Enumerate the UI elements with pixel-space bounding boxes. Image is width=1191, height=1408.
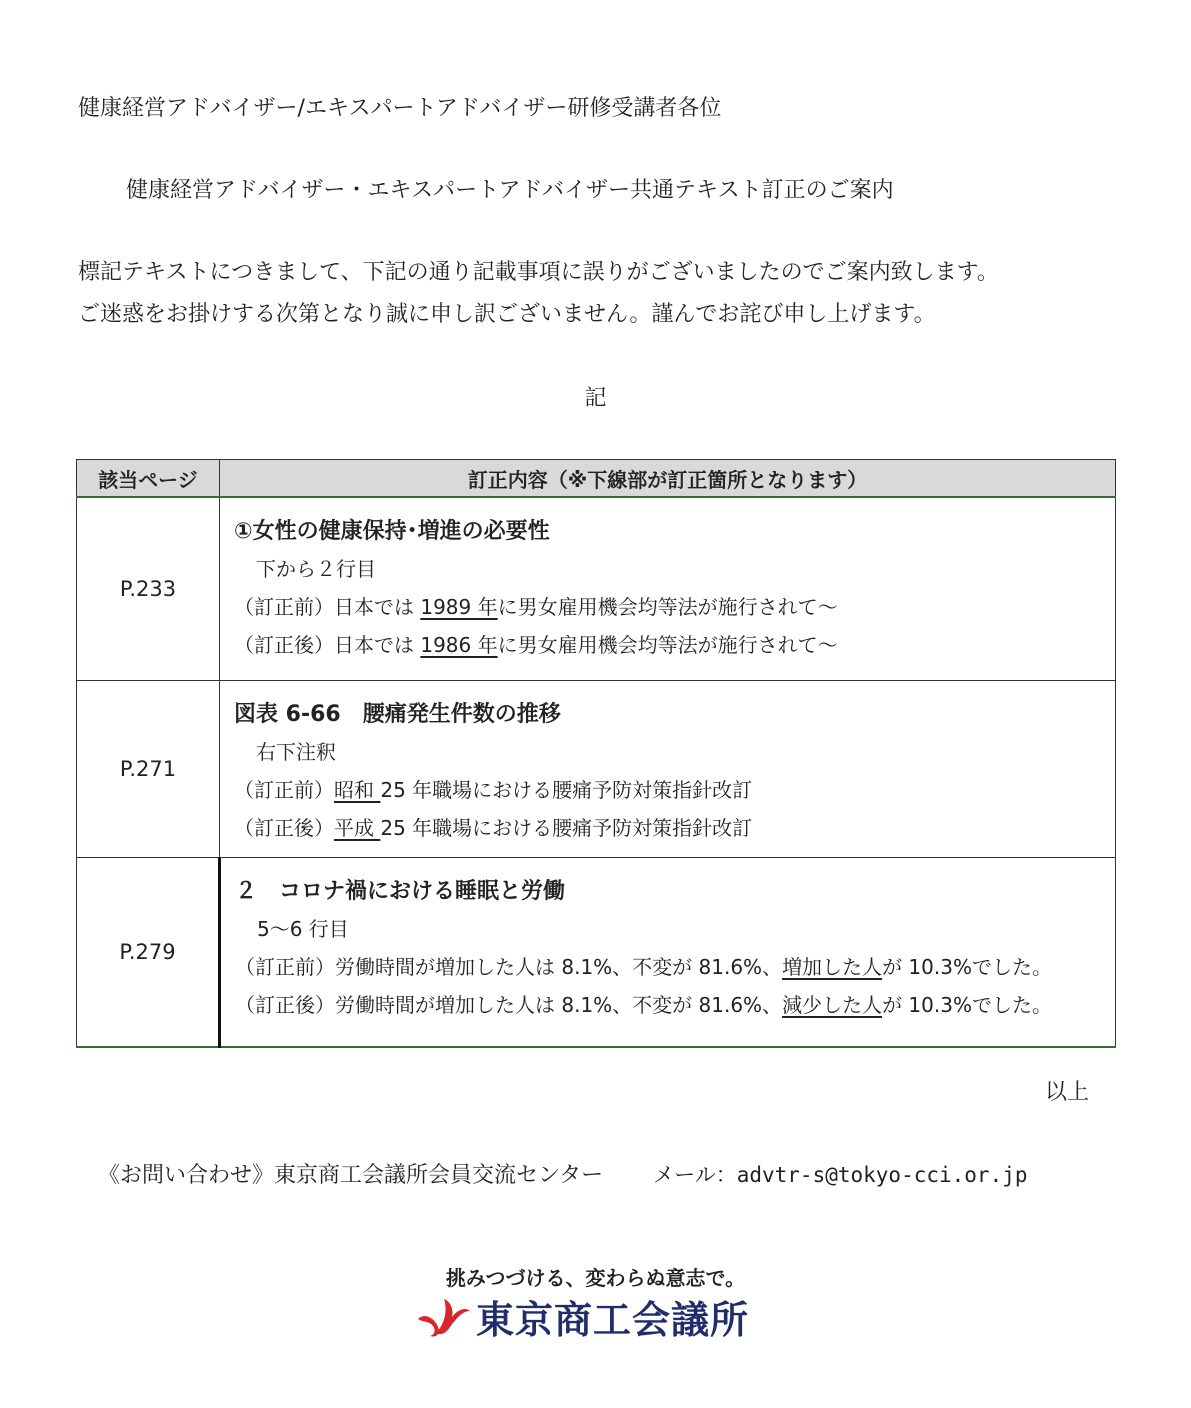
section-heading: ①女性の健康保持･増進の必要性 xyxy=(234,519,550,544)
contact-email: メール：advtr-s@tokyo-cci.or.jp xyxy=(653,1163,1028,1187)
contact-line xyxy=(98,1160,1028,1191)
location-note: 右下注釈 xyxy=(256,740,336,764)
location-note: 5～6 行目 xyxy=(257,917,349,941)
closing-ijou: 以上 xyxy=(1044,1080,1089,1105)
before-line xyxy=(234,592,1101,622)
before-underlined: 1989 年 xyxy=(420,595,498,619)
after-underlined: 減少した人 xyxy=(782,993,883,1017)
after-post: が 10.3%でした。 xyxy=(882,993,1052,1017)
page-cell: P.233 xyxy=(77,497,220,681)
content-cell xyxy=(220,858,1116,1048)
ki-marker: 記 xyxy=(584,386,607,411)
before-post: 25 年職場における腰痛予防対策指針改訂 xyxy=(380,778,753,802)
before-line xyxy=(235,952,1101,982)
tokyo-cci-logo xyxy=(414,1292,749,1340)
page-cell: P.279 xyxy=(77,858,220,1048)
before-pre: （訂正前）労働時間が増加した人は 8.1%、不変が 81.6%、 xyxy=(235,955,783,979)
table-row xyxy=(77,681,1116,858)
after-pre: （訂正後）労働時間が増加した人は 8.1%、不変が 81.6%、 xyxy=(235,993,783,1017)
intro-line-1: 標記テキストにつきまして、下記の通り記載事項に誤りがございましたのでご案内致します。 xyxy=(78,260,999,285)
table-row xyxy=(77,497,1116,681)
after-post: 25 年職場における腰痛予防対策指針改訂 xyxy=(380,816,753,840)
before-line xyxy=(234,775,1101,805)
page-cell: P.271 xyxy=(77,681,220,858)
after-pre: （訂正後）日本では xyxy=(234,633,421,657)
after-line xyxy=(235,990,1101,1020)
before-pre: （訂正前） xyxy=(234,778,334,802)
after-post: に男女雇用機会均等法が施行されて～ xyxy=(497,633,838,657)
location-note: 下から２行目 xyxy=(256,557,376,581)
before-post: が 10.3%でした。 xyxy=(882,955,1052,979)
section-heading: 図表 6-66 腰痛発生件数の推移 xyxy=(234,702,561,727)
after-line xyxy=(234,813,1101,843)
logo-slogan: 挑みつづける、変わらぬ意志で。 xyxy=(445,1266,746,1290)
after-underlined: 平成 xyxy=(334,816,381,840)
header-content: 訂正内容（※下線部が訂正箇所となります） xyxy=(220,460,1116,498)
before-pre: （訂正前）日本では xyxy=(234,595,421,619)
recipients-line: 健康経営アドバイザー/エキスパートアドバイザー研修受講者各位 xyxy=(78,96,722,121)
before-underlined: 昭和 xyxy=(334,778,381,802)
header-page: 該当ページ xyxy=(77,460,220,498)
after-underlined: 1986 年 xyxy=(420,633,498,657)
before-underlined: 増加した人 xyxy=(782,955,883,979)
after-pre: （訂正後） xyxy=(234,816,334,840)
logo-name: 東京商工会議所 xyxy=(476,1297,750,1342)
table-header-row xyxy=(77,460,1116,498)
content-cell xyxy=(220,497,1116,681)
table-row xyxy=(77,858,1116,1048)
content-cell xyxy=(220,681,1116,858)
before-post: に男女雇用機会均等法が施行されて～ xyxy=(497,595,838,619)
correction-table xyxy=(76,459,1116,1048)
intro-line-2: ご迷惑をお掛けする次第となり誠に申し訳ございません。謹んでお詫び申し上げます。 xyxy=(78,302,936,327)
after-line xyxy=(234,630,1101,660)
document-title: 健康経営アドバイザー・エキスパートアドバイザー共通テキスト訂正のご案内 xyxy=(126,178,894,203)
tokyo-cci-mark-icon xyxy=(414,1293,472,1339)
contact-label: 《お問い合わせ》東京商工会議所会員交流センター xyxy=(98,1163,604,1188)
section-heading: ２ コロナ禍における睡眠と労働 xyxy=(235,879,566,904)
